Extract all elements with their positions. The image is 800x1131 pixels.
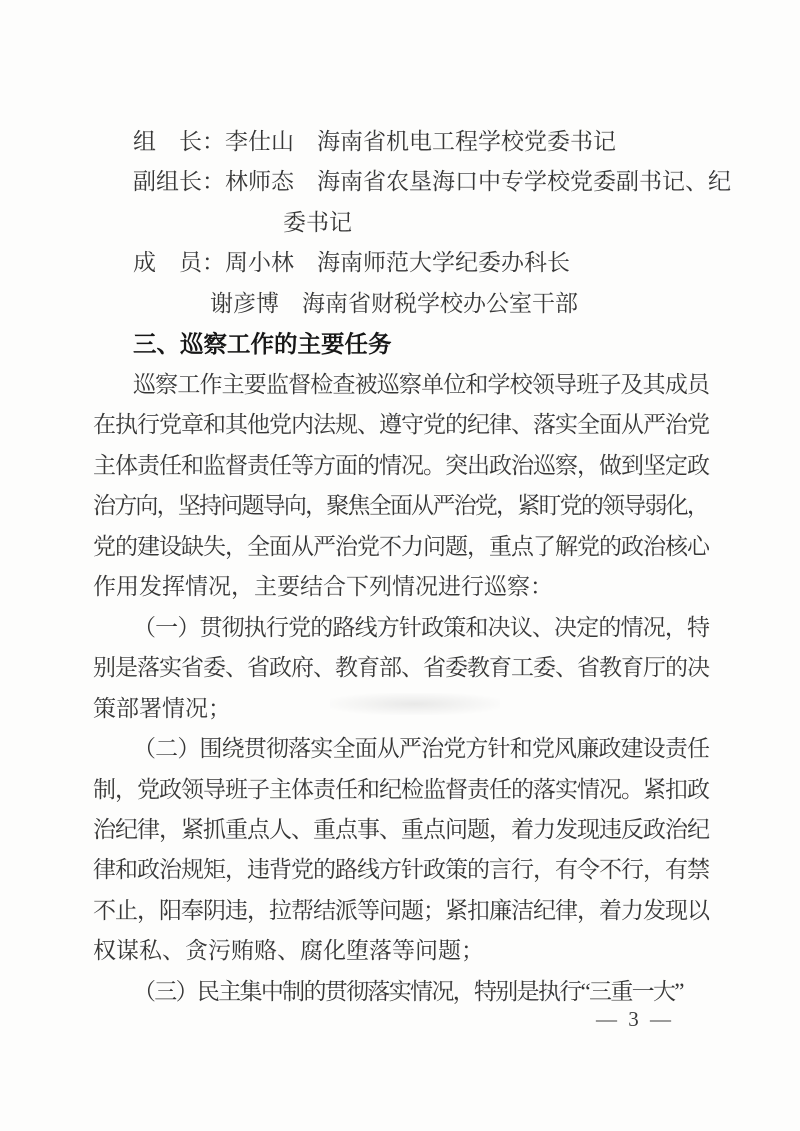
roster-line: 副组长：林师态 海南省农垦海口中专学校党委副书记、纪 (133, 169, 731, 195)
paragraph-line: 在执行党章和其他党内法规、遵守党的纪律、落实全面从严治党 (93, 412, 709, 438)
paragraph-line: 不止，阳奉阴违，拉帮结派等问题；紧扣廉洁纪律，着力发现以 (93, 897, 709, 923)
document-body (93, 122, 731, 1012)
roster-continuation-line: 谢彦博 海南省财税学校办公室干部 (210, 290, 578, 316)
paragraph-line: 党的建设缺失，全面从严治党不力问题，重点了解党的政治核心 (93, 533, 709, 559)
paragraph-line: 制，党政领导班子主体责任和纪检监督责任的落实情况。紧扣政 (93, 776, 709, 802)
paragraph-line: 治方向，坚持问题导向，聚焦全面从严治党，紧盯党的领导弱化， (93, 493, 709, 519)
roster-line: 成 员：周小林 海南师范大学纪委办科长 (133, 250, 570, 276)
paragraph-line: 治纪律，紧抓重点人、重点事、重点问题，着力发现违反政治纪 (93, 816, 709, 842)
section-heading: 三、巡察工作的主要任务 (133, 331, 392, 358)
paragraph-last-line: 策部署情况； (93, 695, 231, 721)
paragraph-first-line: （三）民主集中制的贯彻落实情况，特别是执行“三重一大” (133, 978, 683, 1004)
roster-continuation-line: 委书记 (283, 209, 352, 235)
paragraph-line: 主体责任和监督责任等方面的情况。突出政治巡察，做到坚定政 (93, 452, 709, 478)
paragraph-last-line: 权谋私、贪污贿赂、腐化堕落等问题； (93, 938, 484, 964)
paragraph-line: 别是落实省委、省政府、教育部、省委教育工委、省教育厅的决 (93, 655, 709, 681)
paragraph-first-line: （一）贯彻执行党的路线方针政策和决议、决定的情况，特 (133, 614, 710, 640)
paragraph-first-line: （二）围绕贯彻落实全面从严治党方针和党风廉政建设责任 (133, 736, 710, 762)
paragraph-first-line: 巡察工作主要监督检查被巡察单位和学校领导班子及其成员 (133, 371, 710, 397)
paragraph-last-line: 作用发挥情况，主要结合下列情况进行巡察： (93, 574, 553, 600)
paragraph-line: 律和政治规矩，违背党的路线方针政策的言行，有令不行，有禁 (93, 857, 709, 883)
page-number: — 3 — (596, 1007, 674, 1031)
roster-line: 组 长：李仕山 海南省机电工程学校党委书记 (133, 129, 616, 154)
